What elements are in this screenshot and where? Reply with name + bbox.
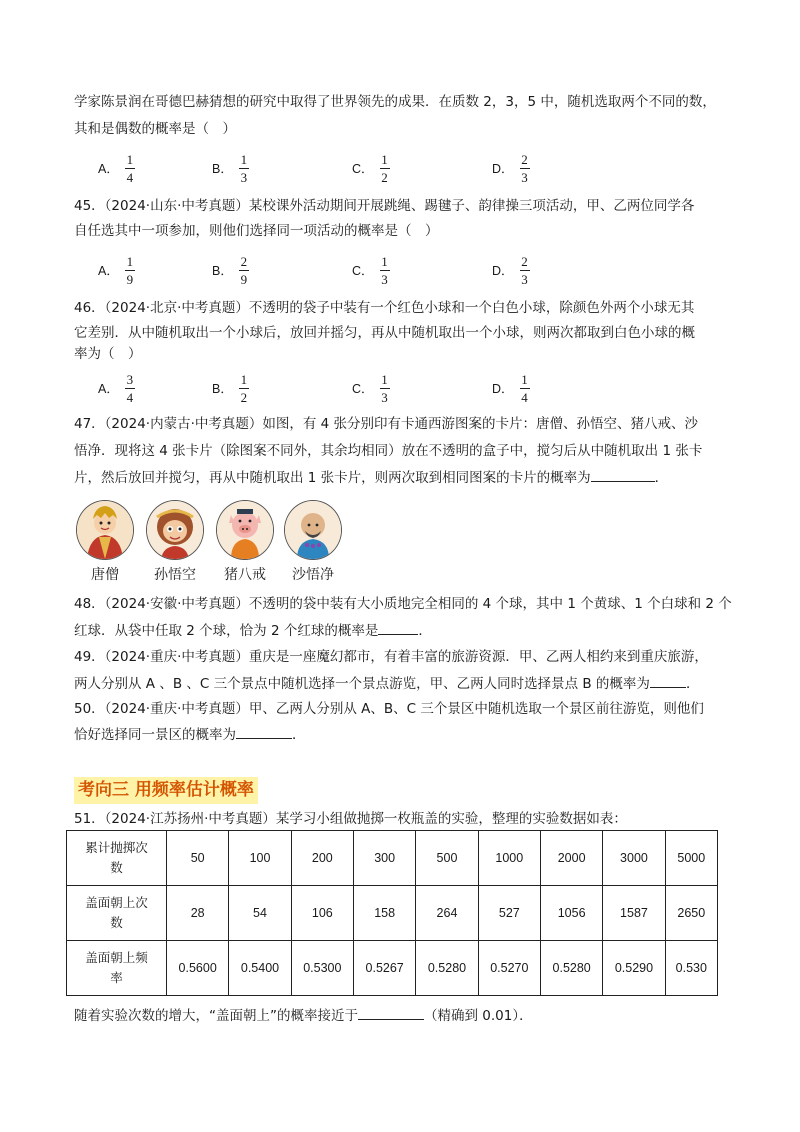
fraction-denominator: 3 — [521, 169, 528, 185]
q46-text-line-1: 46．（2024·北京·中考真题）不透明的袋子中装有一个红色小球和一个白色小球，除颜色外两个小球无其 — [74, 300, 695, 316]
intro-options — [98, 148, 718, 188]
q45-option-d[interactable] — [492, 250, 530, 290]
fraction — [239, 254, 249, 287]
intro-option-a[interactable] — [98, 148, 135, 188]
table-cell: 0.5267 — [353, 941, 415, 996]
table-cell: 1000 — [478, 831, 540, 886]
table-cell: 2650 — [665, 886, 717, 941]
fraction-numerator: 1 — [381, 253, 388, 269]
fraction-numerator: 3 — [126, 371, 134, 387]
q47-text-line-3 — [74, 467, 668, 488]
option-letter: B． — [212, 162, 233, 176]
card-shawujing-name: 沙悟净 — [292, 567, 334, 583]
table-cell: 0.5290 — [603, 941, 665, 996]
fraction-denominator: 4 — [521, 389, 528, 405]
q46-option-c[interactable] — [352, 368, 390, 408]
card-tangseng-name: 唐僧 — [91, 567, 119, 583]
table-cell: 2000 — [540, 831, 602, 886]
q47-text-line-1: 47．（2024·内蒙古·中考真题）如图，有 4 张分别印有卡通西游图案的卡片：唐僧、孙悟空、猪八戒、沙 — [74, 416, 699, 432]
q45-text-line-1: 45．（2024·山东·中考真题）某校课外活动期间开展跳绳、踢毽子、韵律操三项活动，甲、乙两位同学各 — [74, 198, 695, 214]
q47-line3-text: 片，然后放回并搅匀，再从中随机取出 1 张卡片，则两次取到相同图案的卡片的概率为 — [74, 470, 591, 486]
character-cards — [74, 500, 344, 590]
fraction-numerator: 2 — [240, 253, 248, 269]
q49-text-line-2 — [74, 673, 699, 694]
option-letter: D． — [492, 382, 514, 396]
row-header: 盖面朝上频 率 — [67, 941, 167, 996]
table-cell: 200 — [291, 831, 353, 886]
fraction — [380, 254, 390, 287]
q51-conclusion — [74, 1005, 533, 1026]
q49-text-line-1: 49．（2024·重庆·中考真题）重庆是一座魔幻都市，有着丰富的旅游资源．甲、乙两人相约来到重庆旅游， — [74, 649, 708, 665]
fraction-bar — [239, 388, 249, 389]
card-zhubajie-name: 猪八戒 — [224, 567, 266, 583]
table-cell: 54 — [229, 886, 291, 941]
fraction-numerator: 2 — [521, 253, 528, 269]
q49-line2-end: ． — [685, 676, 700, 692]
fraction-bar — [380, 168, 390, 169]
q46-text-line-3: 率为（ ） — [74, 346, 142, 362]
table-cell: 0.5270 — [478, 941, 540, 996]
fraction-bar — [125, 168, 135, 169]
fraction — [380, 152, 390, 185]
table-cell: 1056 — [540, 886, 602, 941]
table-cell: 0.5280 — [540, 941, 602, 996]
fraction-numerator: 1 — [126, 253, 134, 269]
fraction-denominator: 9 — [126, 271, 134, 287]
q45-option-c[interactable] — [352, 250, 390, 290]
option-letter: A． — [98, 382, 119, 396]
table-cell: 100 — [229, 831, 291, 886]
option-letter: A． — [98, 264, 119, 278]
q49-line2-text: 两人分别从 A 、B 、C 三个景点中随机选择一个景点游览，甲、乙两人同时选择景点 B 的概率为 — [74, 676, 650, 692]
option-letter: B． — [212, 264, 233, 278]
fraction-numerator: 1 — [521, 371, 528, 387]
table-cell: 1587 — [603, 886, 665, 941]
zhubajie-illustration — [216, 500, 274, 560]
fraction — [380, 372, 390, 405]
table-cell: 0.530 — [665, 941, 717, 996]
fraction-denominator: 2 — [381, 169, 388, 185]
fraction-denominator: 3 — [521, 271, 528, 287]
option-letter: D． — [492, 264, 514, 278]
fraction — [239, 372, 249, 405]
fraction-denominator: 3 — [381, 389, 388, 405]
option-letter: D． — [492, 162, 514, 176]
intro-text-line-2: 其和是偶数的概率是（ ） — [74, 121, 236, 137]
q45-option-a[interactable] — [98, 250, 135, 290]
experiment-data-table — [66, 830, 718, 996]
fraction-bar — [239, 270, 249, 271]
tangseng-illustration — [76, 500, 134, 560]
q50-answer-blank[interactable] — [236, 724, 292, 739]
sunwukong-illustration — [146, 500, 204, 560]
fraction-numerator: 1 — [126, 151, 134, 167]
option-letter: B． — [212, 382, 233, 396]
card-tangseng — [74, 500, 136, 584]
fraction-denominator: 4 — [126, 169, 134, 185]
q45-option-b[interactable] — [212, 250, 249, 290]
q47-answer-blank[interactable] — [591, 467, 655, 482]
table-cell: 158 — [353, 886, 415, 941]
fraction — [520, 254, 530, 287]
fraction — [520, 372, 530, 405]
fraction-denominator: 2 — [240, 389, 248, 405]
option-letter: C． — [352, 382, 374, 396]
row-header: 累计抛掷次 数 — [67, 831, 167, 886]
fraction-bar — [380, 270, 390, 271]
fraction-bar — [520, 388, 530, 389]
fraction-bar — [125, 270, 135, 271]
row-header: 盖面朝上次 数 — [67, 886, 167, 941]
intro-option-c[interactable] — [352, 148, 390, 188]
table-cell: 527 — [478, 886, 540, 941]
q51-answer-blank[interactable] — [358, 1005, 424, 1020]
q51-conclusion-text: 随着实验次数的增大，“盖面朝上”的概率接近于 — [74, 1008, 358, 1024]
option-letter: C． — [352, 162, 374, 176]
table-cell: 500 — [416, 831, 478, 886]
fraction — [125, 372, 135, 405]
q47-text-line-2: 悟净．现将这 4 张卡片（除图案不同外，其余均相同）放在不透明的盒子中，搅匀后从中随机取出 1 张卡 — [74, 443, 703, 459]
q49-answer-blank[interactable] — [650, 673, 686, 688]
fraction-numerator: 2 — [521, 151, 528, 167]
q48-line2-end: ． — [418, 623, 432, 639]
intro-text-line-1: 学家陈景润在哥德巴赫猜想的研究中取得了世界领先的成果．在质数 2，3，5 中，随机选取两个不同的数， — [74, 94, 716, 110]
fraction-bar — [520, 270, 530, 271]
fraction-bar — [239, 168, 249, 169]
q47-line3-end: ． — [654, 470, 669, 486]
section-heading: 考向三 用频率估计概率 — [74, 777, 258, 804]
card-shawujing — [282, 500, 344, 584]
q51-text-line-1: 51．（2024·江苏扬州·中考真题）某学习小组做抛掷一枚瓶盖的实验，整理的实验数据如表： — [74, 811, 627, 827]
fraction-bar — [125, 388, 135, 389]
q48-text-line-2 — [74, 620, 432, 641]
shawujing-illustration — [284, 500, 342, 560]
table-cell: 300 — [353, 831, 415, 886]
q50-text-line-1: 50．（2024·重庆·中考真题）甲、乙两人分别从 A、B、C 三个景区中随机选取一个景区前往游览，则他们 — [74, 701, 704, 717]
fraction — [125, 152, 135, 185]
fraction-numerator: 1 — [240, 151, 248, 167]
fraction — [125, 254, 135, 287]
table-cell: 5000 — [665, 831, 717, 886]
q45-text-line-2: 自任选其中一项参加，则他们选择同一项活动的概率是（ ） — [74, 223, 439, 239]
card-sunwukong-name: 孙悟空 — [154, 567, 196, 583]
q50-line2-text: 恰好选择同一景区的概率为 — [74, 727, 236, 743]
q50-text-line-2 — [74, 724, 306, 745]
option-letter: C． — [352, 264, 374, 278]
q48-answer-blank[interactable] — [378, 620, 418, 635]
fraction-numerator: 1 — [381, 371, 388, 387]
fraction — [520, 152, 530, 185]
table-cell: 0.5600 — [167, 941, 229, 996]
fraction-numerator: 1 — [381, 151, 388, 167]
card-sunwukong — [144, 500, 206, 584]
table-cell: 0.5280 — [416, 941, 478, 996]
table-cell: 264 — [416, 886, 478, 941]
q46-option-d[interactable] — [492, 368, 530, 408]
intro-option-b[interactable] — [212, 148, 249, 188]
fraction-denominator: 3 — [240, 169, 248, 185]
q46-option-b[interactable] — [212, 368, 249, 408]
fraction-denominator: 3 — [381, 271, 388, 287]
intro-option-d[interactable] — [492, 148, 530, 188]
fraction-bar — [520, 168, 530, 169]
fraction-denominator: 9 — [240, 271, 248, 287]
q48-text-line-1: 48．（2024·安徽·中考真题）不透明的袋中装有大小质地完全相同的 4 个球，其中 1 个黄球、1 个白球和 2 个 — [74, 596, 732, 612]
q46-option-a[interactable] — [98, 368, 135, 408]
table-cell: 28 — [167, 886, 229, 941]
q48-line2-text: 红球．从袋中任取 2 个球，恰为 2 个红球的概率是 — [74, 623, 379, 639]
table-cell: 106 — [291, 886, 353, 941]
fraction-bar — [380, 388, 390, 389]
fraction-numerator: 1 — [240, 371, 248, 387]
card-zhubajie — [214, 500, 276, 584]
q46-text-line-2: 它差别．从中随机取出一个小球后，放回并摇匀，再从中随机取出一个小球，则两次都取到白色小球的概 — [74, 325, 695, 341]
table-cell: 50 — [167, 831, 229, 886]
q46-options — [98, 368, 718, 408]
q51-conclusion-end: （精确到 0.01）． — [424, 1008, 533, 1024]
q50-line2-end: ． — [292, 727, 306, 743]
table-cell: 0.5400 — [229, 941, 291, 996]
table-row — [67, 886, 718, 941]
table-row — [67, 941, 718, 996]
table-cell: 0.5300 — [291, 941, 353, 996]
table-row — [67, 831, 718, 886]
q45-options — [98, 250, 718, 290]
fraction-denominator: 4 — [126, 389, 134, 405]
option-letter: A． — [98, 162, 119, 176]
table-cell: 3000 — [603, 831, 665, 886]
fraction — [239, 152, 249, 185]
